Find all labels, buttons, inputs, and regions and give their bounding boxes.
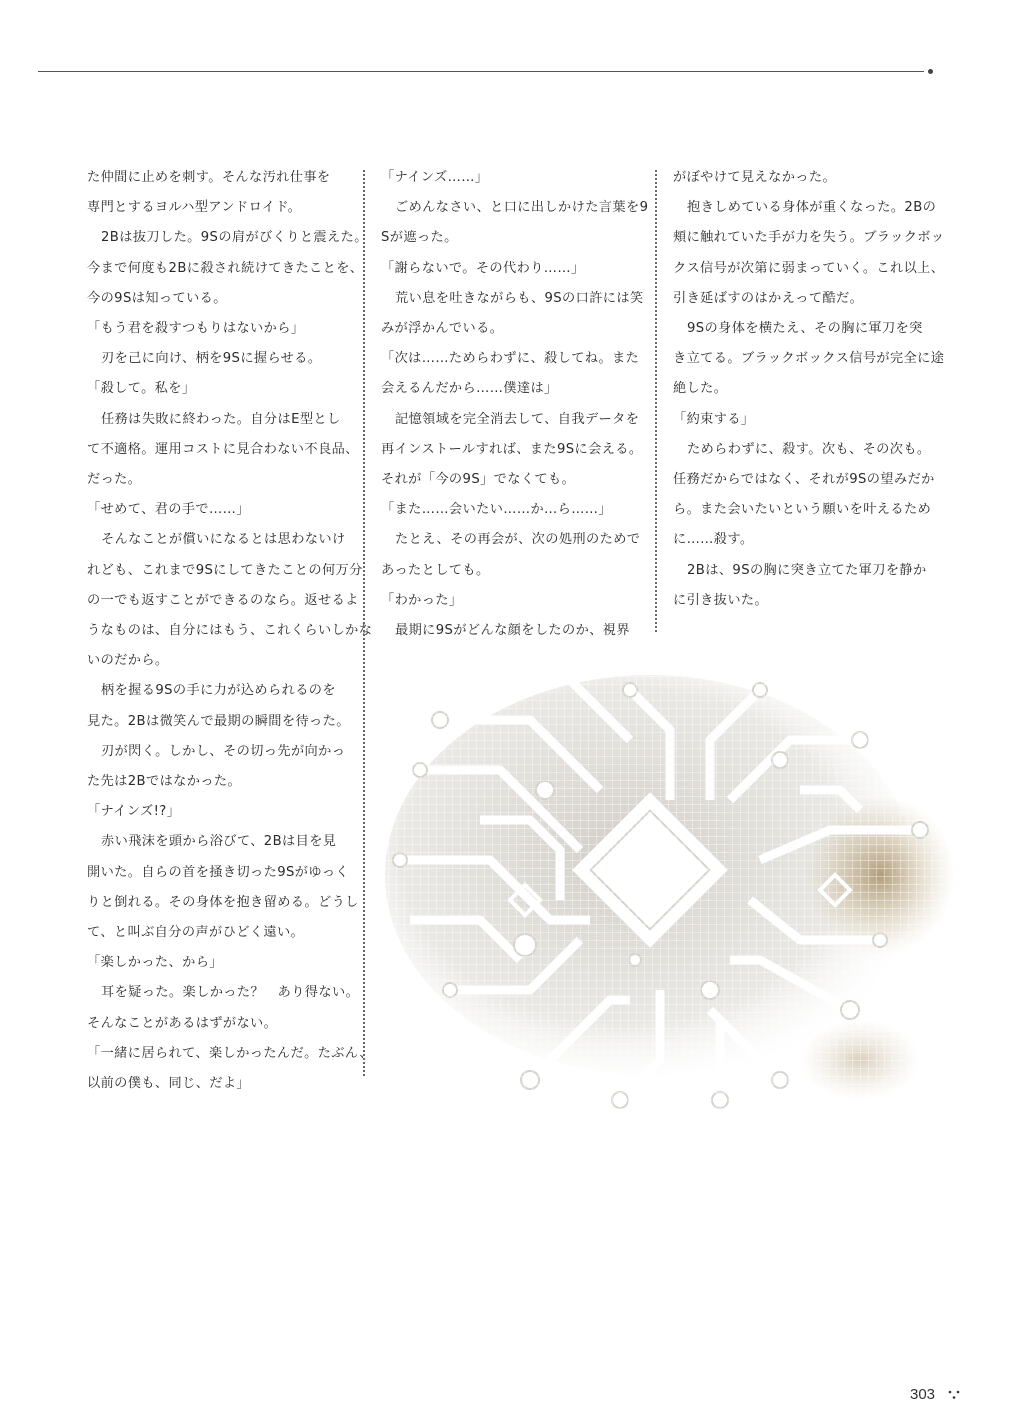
- text-line: き立てる。ブラックボックス信号が完全に途: [673, 351, 945, 367]
- column-divider-1: [363, 170, 365, 1076]
- text-line: 抱きしめている身体が重くなった。2Bの: [687, 200, 937, 216]
- text-line: 「次は……ためらわずに、殺してね。また: [381, 351, 640, 367]
- circuit-board-illustration: [380, 660, 980, 1130]
- text-line: に引き抜いた。: [673, 592, 769, 608]
- text-line: た先は2Bではなかった。: [87, 774, 242, 790]
- text-line: 「ナインズ……」: [381, 170, 489, 185]
- text-line: いのだから。: [87, 653, 169, 669]
- text-line: 最期に9Sがどんな顔をしたのか、視界: [395, 623, 630, 639]
- text-line: そんなことが償いになるとは思わないけ: [101, 532, 346, 548]
- header-rule-dot: [928, 69, 933, 74]
- text-line: 記憶領域を完全消去して、自我データを: [395, 411, 640, 427]
- text-line: 再インストールすれば、また9Sに会える。: [381, 441, 643, 457]
- text-line: ためらわずに、殺す。次も、その次も。: [687, 441, 931, 457]
- text-line: 頬に触れていた手が力を失う。ブラックボッ: [673, 230, 945, 246]
- text-line: 「もう君を殺すつもりはないから」: [87, 321, 305, 337]
- text-line: 引き延ばすのはかえって酷だ。: [673, 290, 864, 306]
- text-line: 9Sの身体を横たえ、その胸に軍刀を突: [687, 321, 923, 337]
- text-line: あったとしても。: [381, 562, 490, 578]
- text-line: た仲間に止めを刺す。そんな汚れ仕事を: [87, 170, 331, 185]
- text-line: 専門とするヨルハ型アンドロイド。: [87, 200, 302, 216]
- text-line: それが「今の9S」でなくても。: [381, 472, 576, 488]
- text-line: Sが遮った。: [381, 230, 458, 246]
- text-line: 「せめて、君の手で……」: [87, 502, 250, 518]
- text-line: 今の9Sは知っている。: [87, 290, 227, 306]
- text-column-middle: [381, 163, 649, 646]
- text-line: 「楽しかった、から」: [87, 955, 223, 971]
- text-line: 見た。2Bは微笑んで最期の瞬間を待った。: [87, 713, 350, 729]
- text-line: 今まで何度も2Bに殺され続けてきたことを、: [87, 260, 364, 276]
- text-line: だった。: [87, 472, 142, 488]
- text-line: 刃が閃く。しかし、その切っ先が向かっ: [101, 743, 346, 759]
- text-line: 任務だからではなく、それが9Sの望みだか: [673, 472, 935, 488]
- text-line: りと倒れる。その身体を抱き留める。どうし: [87, 894, 359, 910]
- text-line: うなものは、自分にはもう、これくらいしかな: [87, 623, 373, 639]
- text-column-right: [673, 163, 945, 616]
- text-line: 「ナインズ!?」: [87, 804, 181, 820]
- text-line: 「一緒に居られて、楽しかったんだ。たぶん、: [87, 1045, 373, 1061]
- page-end-mark-icon: [948, 1390, 960, 1400]
- text-line: 「また……会いたい……か…ら……」: [381, 502, 612, 518]
- text-line: たとえ、その再会が、次の処刑のためで: [395, 532, 641, 548]
- text-line: がぼやけて見えなかった。: [673, 170, 837, 185]
- text-line: 2Bは抜刀した。9Sの肩がびくりと震えた。: [101, 230, 368, 246]
- text-line: そんなことがあるはずがない。: [87, 1015, 278, 1031]
- text-line: 会えるんだから……僕達は」: [381, 381, 558, 397]
- text-line: 以前の僕も、同じ、だよ」: [87, 1076, 251, 1092]
- text-line: の一でも返すことができるのなら。返せるよ: [87, 592, 359, 608]
- text-line: 2Bは、9Sの胸に突き立てた軍刀を静か: [687, 562, 927, 578]
- page-number: 303: [910, 1386, 936, 1403]
- text-line: 絶した。: [673, 381, 728, 397]
- text-line: みが浮かんでいる。: [381, 321, 504, 337]
- text-line: 荒い息を吐きながらも、9Sの口許には笑: [395, 290, 644, 306]
- text-line: 「約束する」: [673, 411, 755, 427]
- text-column-left: [87, 163, 373, 1099]
- text-line: 刃を己に向け、柄を9Sに握らせる。: [101, 351, 322, 367]
- text-line: 柄を握る9Sの手に力が込められるのを: [101, 683, 336, 699]
- text-line: 「わかった」: [381, 592, 463, 608]
- text-line: 開いた。自らの首を掻き切った9Sがゆっく: [87, 864, 350, 880]
- text-line: 任務は失敗に終わった。自分はE型とし: [101, 411, 341, 427]
- text-line: に……殺す。: [673, 532, 754, 548]
- text-line: クス信号が次第に弱まっていく。これ以上、: [673, 260, 945, 276]
- text-line: れども、これまで9Sにしてきたことの何万分: [87, 562, 363, 578]
- text-line: 「謝らないで。その代わり……」: [381, 260, 585, 276]
- text-line: ごめんなさい、と口に出しかけた言葉を9: [395, 200, 649, 216]
- text-line: て、と叫ぶ自分の声がひどく遠い。: [87, 925, 305, 941]
- text-line: ら。また会いたいという願いを叶えるため: [673, 502, 932, 518]
- column-divider-2: [655, 170, 657, 632]
- text-line: 「殺して。私を」: [87, 381, 196, 397]
- text-line: て不適格。運用コストに見合わない不良品、: [87, 441, 359, 457]
- text-line: 耳を疑った。楽しかった？ あり得ない。: [101, 985, 360, 1001]
- header-rule: [38, 71, 924, 72]
- text-line: 赤い飛沫を頭から浴びて、2Bは目を見: [101, 834, 337, 850]
